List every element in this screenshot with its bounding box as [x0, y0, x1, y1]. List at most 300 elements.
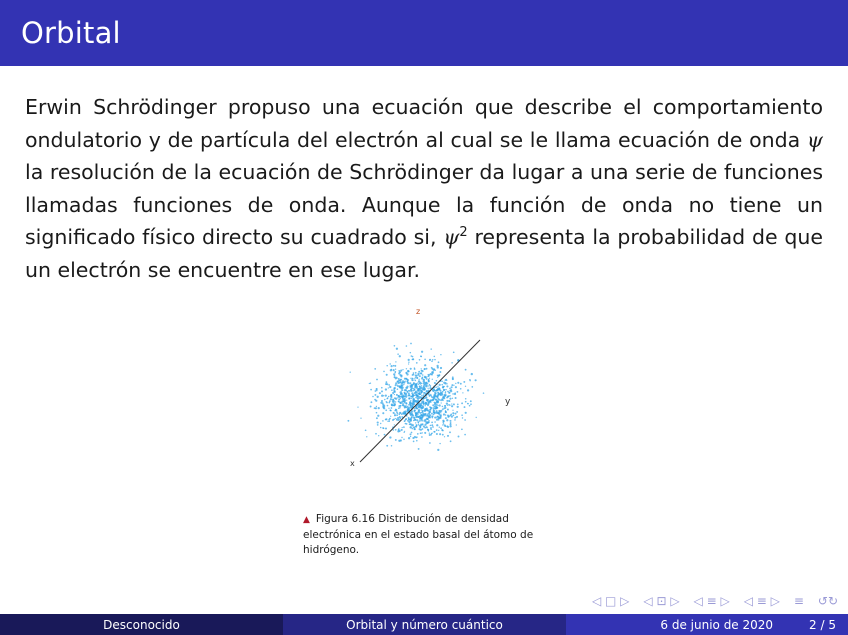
density-dot	[403, 439, 404, 440]
density-dot	[448, 400, 450, 402]
nav-outline-icon[interactable]: ≡	[793, 594, 804, 608]
density-dot	[434, 359, 436, 361]
density-dot	[418, 409, 420, 411]
density-dot	[415, 392, 417, 394]
density-dot	[421, 424, 422, 425]
density-dot	[439, 433, 441, 435]
density-dot	[416, 395, 418, 397]
density-dot	[461, 402, 463, 404]
density-dot	[382, 420, 384, 422]
density-dot	[403, 426, 405, 428]
diagonal-axis-line	[360, 340, 480, 462]
density-dot	[394, 397, 396, 399]
density-dot	[423, 407, 424, 408]
density-dot	[411, 398, 412, 399]
density-dot	[382, 412, 384, 414]
density-dot	[390, 369, 392, 371]
density-dot	[443, 423, 444, 424]
density-dot	[415, 422, 416, 423]
density-dot	[370, 401, 372, 403]
density-dot	[451, 405, 453, 407]
density-dot	[418, 448, 420, 450]
density-dot	[400, 402, 402, 404]
density-dot	[369, 383, 370, 384]
density-dot	[425, 419, 427, 421]
density-dot	[420, 414, 422, 416]
density-dot	[407, 408, 409, 410]
density-dot	[443, 389, 445, 391]
density-dot	[412, 414, 413, 415]
density-dot	[400, 405, 401, 406]
density-dot	[442, 420, 444, 422]
density-dot	[447, 405, 448, 406]
density-dot	[462, 392, 463, 393]
density-dot	[383, 428, 384, 429]
density-dot	[419, 391, 421, 393]
density-dot	[413, 420, 414, 421]
density-dot	[413, 424, 414, 425]
density-dot	[436, 380, 438, 382]
density-dot	[453, 385, 454, 386]
density-dot	[471, 373, 473, 375]
density-dot	[440, 410, 442, 412]
density-dot	[394, 394, 395, 395]
density-dot	[430, 407, 431, 408]
density-dot	[449, 405, 450, 406]
density-dot	[429, 433, 430, 434]
density-dot	[377, 424, 379, 426]
caption-marker: ▲	[303, 515, 310, 525]
axis-label-bottom: x	[350, 459, 355, 468]
density-dot	[442, 424, 443, 425]
density-dot	[397, 385, 398, 386]
density-dot	[465, 369, 467, 371]
density-dot	[421, 370, 423, 372]
density-dot	[421, 377, 423, 379]
density-dot	[447, 426, 449, 428]
density-dot	[406, 385, 408, 387]
density-dot	[414, 408, 415, 409]
density-dot	[395, 439, 397, 441]
density-dot	[425, 383, 427, 385]
density-dot	[405, 402, 407, 404]
electron-density-figure	[330, 300, 530, 480]
density-dot	[434, 421, 436, 423]
density-dot	[387, 405, 389, 407]
density-dot	[450, 414, 452, 416]
density-dot	[378, 407, 380, 409]
footer-author-box	[0, 614, 283, 635]
density-dot	[394, 387, 396, 389]
density-dot	[409, 433, 411, 435]
density-dot	[387, 421, 388, 422]
density-dot	[424, 410, 426, 412]
density-dot	[442, 406, 444, 408]
density-dot	[405, 405, 406, 406]
density-dot	[419, 427, 421, 429]
density-dot	[441, 384, 443, 386]
density-dot	[451, 362, 452, 363]
density-dot	[443, 386, 445, 388]
density-dot	[433, 370, 434, 371]
density-dot	[454, 419, 456, 421]
density-dot	[416, 440, 418, 442]
density-dot	[470, 400, 472, 402]
density-dot	[390, 416, 391, 417]
density-dot	[402, 427, 403, 428]
density-dot	[401, 437, 402, 438]
density-dot	[436, 396, 438, 398]
density-dot	[464, 406, 466, 408]
density-dot	[389, 418, 391, 420]
density-dot	[457, 382, 459, 384]
density-dot	[415, 401, 417, 403]
density-dot	[375, 433, 377, 435]
density-dot	[396, 348, 398, 350]
density-dot	[389, 436, 391, 438]
density-dot	[423, 425, 425, 427]
density-dot	[416, 375, 417, 376]
figure-caption	[303, 512, 553, 558]
caption-text: Figura 6.16 Distribución de densidad electrónica en el estado basal del átomo de hidrógeno.	[303, 513, 534, 556]
density-dot	[414, 409, 416, 411]
density-dot	[426, 391, 427, 392]
density-dot	[455, 413, 457, 415]
density-dot	[392, 392, 394, 394]
density-dot	[437, 386, 438, 387]
density-dot	[413, 372, 414, 373]
density-dot	[420, 404, 422, 406]
density-dot	[434, 431, 436, 433]
density-dot	[385, 394, 387, 396]
density-dot	[444, 395, 446, 397]
density-dot	[425, 408, 426, 409]
density-dot	[418, 371, 420, 373]
density-dot	[399, 430, 401, 432]
density-dot	[475, 379, 477, 381]
density-dot	[384, 399, 386, 401]
density-dot	[415, 419, 417, 421]
density-dot	[418, 424, 419, 425]
density-dot	[441, 381, 442, 382]
density-dot	[370, 389, 372, 391]
density-dot	[424, 358, 426, 360]
density-dot	[419, 420, 421, 422]
density-dot	[439, 443, 440, 444]
density-dot	[393, 412, 395, 414]
density-dot	[420, 407, 422, 409]
density-dot	[385, 388, 387, 390]
density-dot	[404, 420, 406, 422]
density-dot	[391, 404, 393, 406]
density-dot	[449, 431, 451, 433]
density-dot	[399, 395, 401, 397]
density-dot	[410, 368, 412, 370]
nav-slide-icon[interactable]: ◁ □ ▷	[591, 594, 630, 608]
density-dot	[393, 389, 395, 391]
density-dot	[435, 412, 437, 414]
density-dot	[402, 381, 404, 383]
density-dot	[420, 373, 422, 375]
nav-section-icon[interactable]: ◁ ≡ ▷	[743, 594, 780, 608]
density-dot	[421, 436, 423, 438]
density-dot	[370, 382, 371, 383]
density-dot	[460, 383, 462, 385]
density-dot	[437, 375, 438, 376]
density-dot	[395, 377, 397, 379]
density-dot	[436, 417, 437, 418]
density-dot	[396, 420, 397, 421]
density-dot	[435, 386, 437, 388]
density-dot	[442, 396, 444, 398]
density-dot	[420, 429, 422, 431]
density-dot	[429, 384, 430, 385]
density-dot	[416, 425, 417, 426]
density-dot	[465, 412, 467, 414]
density-dot	[423, 392, 425, 394]
density-dot	[360, 418, 361, 419]
density-dot	[428, 421, 430, 423]
density-dot	[449, 398, 451, 400]
density-dot	[465, 386, 466, 387]
density-dot	[421, 395, 423, 397]
density-dot	[446, 385, 448, 387]
footer-short-title: Orbital y número cuántico	[346, 617, 503, 632]
density-dot	[405, 378, 407, 380]
density-dot	[383, 407, 385, 409]
frame-title-bar	[0, 0, 848, 66]
density-dot	[406, 368, 407, 369]
nav-frame-icon[interactable]: ◁ ⊡ ▷	[643, 594, 680, 608]
density-dot	[386, 383, 388, 385]
density-dot	[400, 412, 402, 414]
density-dot	[411, 355, 413, 357]
density-dot	[388, 402, 390, 404]
density-dot	[430, 425, 432, 427]
density-dot	[425, 397, 427, 399]
density-dot	[483, 392, 485, 394]
density-dot	[438, 410, 440, 412]
density-dot	[419, 375, 421, 377]
density-dot	[400, 398, 401, 399]
density-dot	[438, 375, 439, 376]
density-dot	[377, 396, 379, 398]
density-dot	[420, 355, 422, 357]
density-dot	[418, 388, 420, 390]
density-dot	[410, 436, 411, 437]
density-dot	[410, 404, 412, 406]
density-dot	[423, 404, 424, 405]
density-dot	[417, 374, 419, 376]
density-dot	[410, 386, 411, 387]
density-dot	[431, 433, 432, 434]
density-dot	[393, 418, 395, 420]
density-dot	[391, 445, 393, 447]
density-dot	[445, 417, 447, 419]
density-dot	[425, 377, 427, 379]
density-dot	[449, 392, 450, 393]
density-dot	[418, 422, 420, 424]
density-dot	[403, 384, 404, 385]
density-dot	[464, 419, 466, 421]
density-dot	[415, 372, 417, 374]
density-dot	[417, 382, 418, 383]
density-dot	[447, 435, 449, 437]
density-dot	[428, 399, 429, 400]
density-dot	[410, 352, 412, 354]
density-dot	[431, 428, 433, 430]
density-dot	[442, 434, 444, 436]
density-dot	[408, 392, 410, 394]
density-dot	[401, 429, 403, 431]
density-dot	[407, 420, 409, 422]
density-dot	[411, 390, 412, 391]
density-dot	[374, 407, 376, 409]
density-dot	[436, 424, 438, 426]
density-dot	[406, 423, 408, 425]
density-dot	[412, 359, 413, 360]
density-dot	[453, 403, 455, 405]
density-dot	[471, 386, 473, 388]
density-dot	[417, 400, 419, 402]
density-dot	[456, 424, 457, 425]
density-dot	[449, 388, 451, 390]
psi-squared-exponent: 2	[459, 225, 468, 241]
nav-subsection-icon[interactable]: ◁ ≡ ▷	[693, 594, 730, 608]
density-dot	[395, 429, 397, 431]
density-dot	[408, 359, 410, 361]
density-dot	[398, 440, 400, 442]
density-dot	[389, 363, 390, 364]
density-dot	[452, 412, 454, 414]
density-dot	[420, 387, 422, 389]
body-paragraph	[25, 91, 823, 286]
density-dot	[443, 413, 445, 415]
footer-author: Desconocido	[103, 617, 180, 632]
density-dot	[445, 407, 447, 409]
density-dot	[377, 415, 379, 417]
density-dot	[438, 361, 440, 363]
density-dot	[411, 428, 413, 430]
density-dot	[415, 383, 417, 385]
density-dot	[418, 380, 420, 382]
density-dot	[381, 390, 383, 392]
density-dot	[420, 394, 422, 396]
density-dot	[428, 385, 429, 386]
density-dot	[476, 417, 477, 418]
nav-back-forward-icon[interactable]: ↺↻	[817, 594, 838, 608]
density-dot	[395, 361, 396, 362]
density-dot	[397, 417, 399, 419]
density-dot	[429, 442, 431, 444]
density-dot	[409, 413, 411, 415]
density-dot	[455, 383, 456, 384]
density-dot	[452, 410, 453, 411]
density-dot	[421, 432, 422, 433]
density-dot	[386, 401, 388, 403]
density-dot	[451, 384, 453, 386]
density-dot	[436, 433, 438, 435]
density-dot	[430, 395, 432, 397]
density-dot	[394, 365, 396, 367]
density-dot	[446, 397, 448, 399]
density-dot	[394, 424, 395, 425]
density-dot	[372, 396, 374, 398]
density-dot	[465, 401, 467, 403]
density-dot	[436, 419, 438, 421]
density-dot	[413, 390, 414, 391]
density-dot	[450, 389, 452, 391]
density-dot	[383, 395, 384, 396]
density-dot	[422, 374, 424, 376]
density-dot	[451, 403, 452, 404]
density-dot	[452, 393, 454, 395]
density-dot	[382, 404, 384, 406]
density-dot	[388, 420, 390, 422]
density-dot	[426, 403, 427, 404]
density-dot	[399, 416, 401, 418]
density-dot	[434, 390, 436, 392]
density-dot	[442, 408, 444, 410]
density-dot	[445, 411, 446, 412]
density-dot	[452, 378, 454, 380]
density-dot	[408, 363, 409, 364]
density-dot	[440, 414, 442, 416]
density-dot	[388, 408, 389, 409]
density-dot	[441, 429, 443, 431]
density-dot	[379, 392, 381, 394]
density-dot	[431, 424, 433, 426]
density-dot	[436, 389, 438, 391]
density-dot	[427, 429, 429, 431]
density-dot	[403, 405, 404, 406]
density-dot	[409, 426, 411, 428]
density-dot	[436, 416, 438, 418]
density-dot	[393, 429, 395, 431]
density-dot	[410, 400, 411, 401]
density-dot	[405, 418, 407, 420]
density-dot	[403, 432, 404, 433]
footer-bar	[0, 614, 848, 635]
density-dot	[418, 397, 420, 399]
density-dot	[419, 382, 421, 384]
density-dot	[375, 390, 377, 392]
density-dot	[380, 427, 382, 429]
density-dot	[409, 382, 411, 384]
density-dot	[404, 402, 406, 404]
density-dot	[422, 410, 424, 412]
density-dot	[414, 378, 415, 379]
density-dot	[449, 420, 451, 422]
density-dot	[388, 396, 390, 398]
density-dot	[432, 368, 434, 370]
density-dot	[391, 389, 393, 391]
density-dot	[445, 380, 446, 381]
density-dot	[400, 386, 402, 388]
density-dot	[432, 379, 433, 380]
density-dot	[388, 384, 390, 386]
density-dot	[357, 406, 358, 407]
density-dot	[399, 407, 400, 408]
density-dot	[406, 406, 408, 408]
density-dot	[412, 413, 413, 414]
density-dot	[446, 383, 448, 385]
density-dot	[386, 374, 388, 376]
density-dot	[433, 391, 434, 392]
density-dot	[397, 381, 399, 383]
density-dot	[417, 408, 418, 409]
density-dot	[402, 369, 403, 370]
